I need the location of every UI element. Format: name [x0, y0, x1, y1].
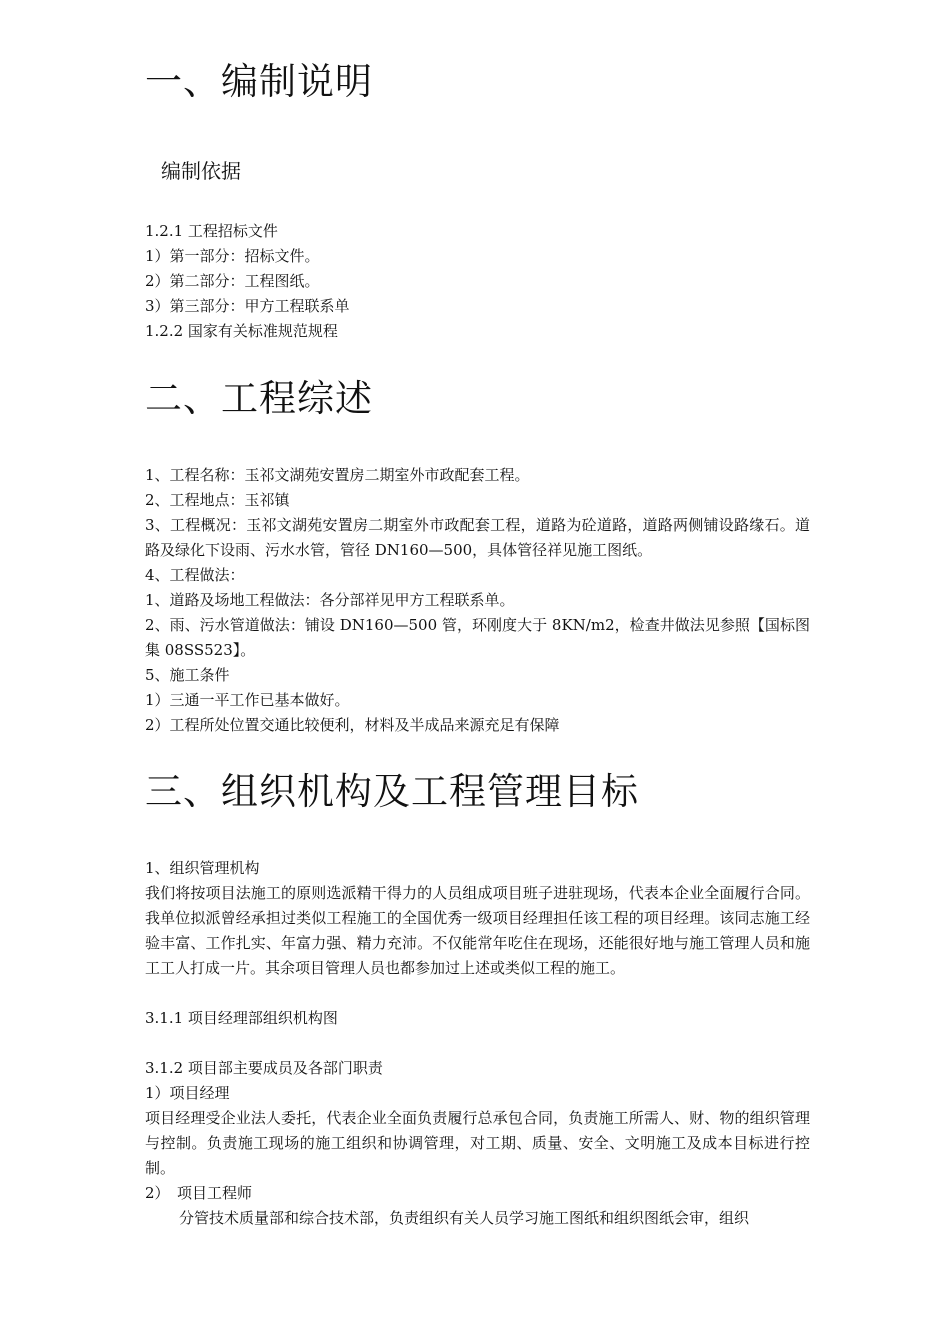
- text-line: 5、施工条件: [145, 666, 230, 684]
- text-line: 1.2.2 国家有关标准规范规程: [145, 322, 338, 340]
- text-paragraph: 3、工程概况：玉祁文湖苑安置房二期室外市政配套工程，道路为砼道路，道路两侧铺设路缘石。道路及绿化下设雨、污水水管，管径 DN160—500，具体管径祥见施工图纸。: [145, 516, 810, 559]
- text-line: 3.1.1 项目经理部组织机构图: [145, 1009, 338, 1027]
- section-3-heading: 三、组织机构及工程管理目标: [145, 770, 639, 813]
- text-line: 2）工程所处位置交通比较便利，材料及半成品来源充足有保障: [145, 716, 560, 734]
- text-line: 1、道路及场地工程做法：各分部祥见甲方工程联系单。: [145, 591, 515, 609]
- text-line: 1）项目经理: [145, 1084, 230, 1102]
- section-2-heading: 二、工程综述: [145, 377, 373, 420]
- text-paragraph: 2、雨、污水管道做法：铺设 DN160—500 管，环刚度大于 8KN/m2，检查井做法见参照【国标图集 08SS523】。: [145, 616, 810, 659]
- text-line: 1）三通一平工作已基本做好。: [145, 691, 350, 709]
- text-line: 3.1.2 项目部主要成员及各部门职责: [145, 1059, 383, 1077]
- text-paragraph: 我们将按项目法施工的原则选派精干得力的人员组成项目班子进驻现场，代表本企业全面履行合同。我单位拟派曾经承担过类似工程施工的全国优秀一级项目经理担任该工程的项目经理。该同志施工经验丰富、工作扎实、年富力强、精力充沛。不仅能常年吃住在现场，还能很好地与施工管理人员和施工工人打成一片。其余项目管理人员也都参加过上述或类似工程的施工。: [145, 884, 810, 977]
- text-line: 2、工程地点：玉祁镇: [145, 491, 290, 509]
- text-line: 1.2.1 工程招标文件: [145, 222, 278, 240]
- text-line: 1）第一部分：招标文件。: [145, 247, 320, 265]
- text-paragraph: 项目经理受企业法人委托，代表企业全面负责履行总承包合同，负责施工所需人、财、物的组织管理与控制。负责施工现场的施工组织和协调管理，对工期、质量、安全、文明施工及成本目标进行控制。: [145, 1109, 810, 1177]
- text-line: 2） 项目工程师: [145, 1184, 253, 1202]
- section-1-subheading: 编制依据: [161, 159, 241, 183]
- text-line: 3）第三部分：甲方工程联系单: [145, 297, 350, 315]
- text-line: 分管技术质量部和综合技术部，负责组织有关人员学习施工图纸和组织图纸会审，组织: [179, 1209, 750, 1227]
- text-line: 1、组织管理机构: [145, 859, 260, 877]
- text-line: 1、工程名称：玉祁文湖苑安置房二期室外市政配套工程。: [145, 466, 530, 484]
- text-line: 4、工程做法：: [145, 566, 245, 584]
- text-line: 2）第二部分：工程图纸。: [145, 272, 320, 290]
- section-1-heading: 一、编制说明: [145, 60, 373, 103]
